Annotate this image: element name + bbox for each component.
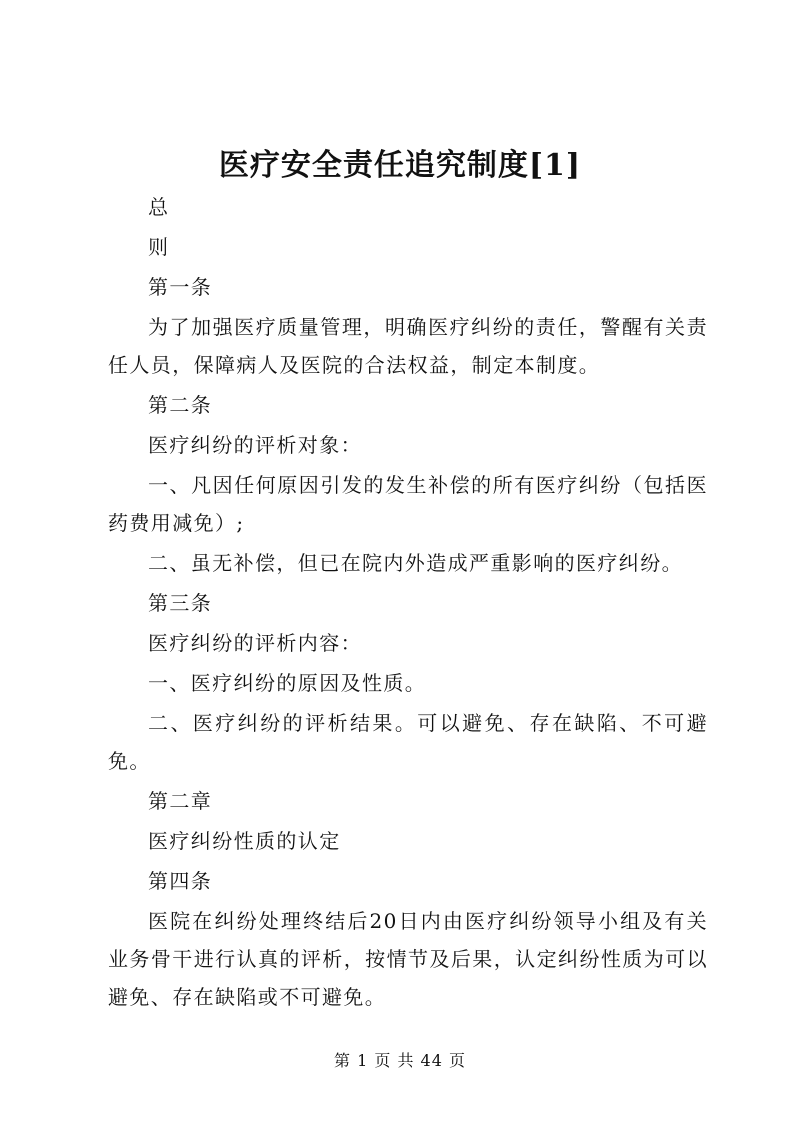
paragraph: 医疗纠纷的评析对象： bbox=[148, 433, 362, 457]
paragraph: 则 bbox=[148, 235, 170, 259]
paragraph: 总 bbox=[148, 195, 170, 219]
paragraph: 医疗纠纷性质的认定 bbox=[148, 829, 341, 853]
paragraph: 一、凡因任何原因引发的发生补偿的所有医疗纠纷（包括医药费用减免）; bbox=[108, 473, 708, 535]
paragraph: 医院在纠纷处理终结后20日内由医疗纠纷领导小组及有关业务骨干进行认真的评析，按情节及后果，认定纠纷性质为可以避免、存在缺陷或不可避免。 bbox=[108, 909, 708, 1009]
paragraph: 第四条 bbox=[148, 869, 213, 893]
paragraph: 为了加强医疗质量管理，明确医疗纠纷的责任，警醒有关责任人员，保障病人及医院的合法权益，制定本制度。 bbox=[108, 315, 708, 377]
paragraph: 二、医疗纠纷的评析结果。可以避免、存在缺陷、不可避免。 bbox=[108, 711, 708, 773]
paragraph: 第二章 bbox=[148, 789, 213, 813]
paragraph: 第二条 bbox=[148, 393, 213, 417]
paragraph: 一、医疗纠纷的原因及性质。 bbox=[148, 671, 427, 695]
page-footer: 第 1 页 共 44 页 bbox=[334, 1051, 466, 1070]
paragraph: 第一条 bbox=[148, 275, 213, 299]
paragraph: 医疗纠纷的评析内容： bbox=[148, 631, 362, 655]
paragraph: 二、虽无补偿，但已在院内外造成严重影响的医疗纠纷。 bbox=[148, 551, 683, 575]
paragraph: 第三条 bbox=[148, 591, 213, 615]
document-body bbox=[108, 188, 708, 1018]
document-title: 医疗安全责任追究制度[1] bbox=[218, 148, 582, 183]
